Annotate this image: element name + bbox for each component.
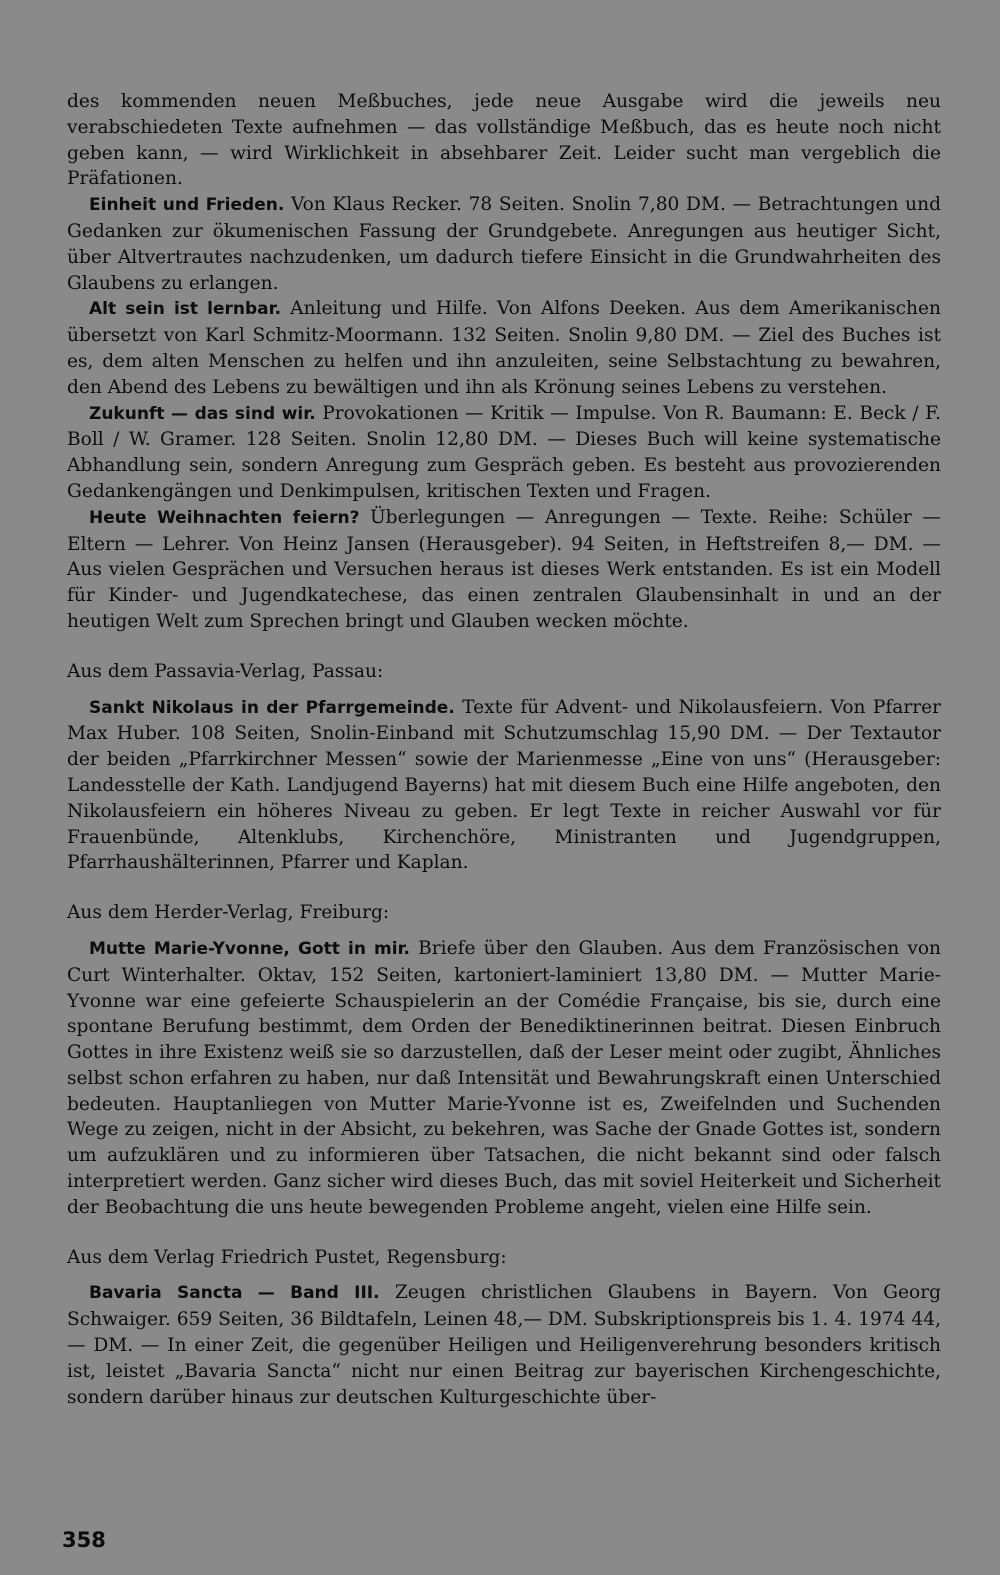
entry-text: Von Klaus Recker. 78 Seiten. Snolin 7,80 DM. — Betrachtungen und Gedanken zur ökumenischen Fassung der Grundgebete. Anregungen aus heutiger Sicht, über Altvertrautes nachzudenken, um dadurch tiefere Einsicht in die Grundwahrheiten des Glaubens zu erlangen. <box>67 194 941 294</box>
publisher-heading: Aus dem Verlag Friedrich Pustet, Regensburg: <box>67 1246 507 1268</box>
publisher-heading: Aus dem Herder-Verlag, Freiburg: <box>67 902 390 924</box>
entry-zukunft <box>67 401 941 505</box>
intro-paragraph: des kommenden neuen Meßbuches, jede neue Ausgabe wird die jeweils neu verabschiedeten Texte aufnehmen — das vollständige Meßbuch, das es heute noch nicht geben kann, — wird Wirklichkeit in absehbarer Zeit. Leider sucht man vergeblich die Präfationen. <box>67 91 941 190</box>
entry-text: Überlegungen — Anregungen — Texte. Reihe: Schüler — Eltern — Lehrer. Von Heinz Jansen (Herausgeber). 94 Seiten, in Heftstreifen 8,— DM. — Aus vielen Gesprächen und Versuchen heraus ist dieses Werk entstanden. Es ist ein Modell für Kinder- und Jugendkatechese, das einen zentralen Glaubensinhalt in und an der heutigen Welt zum Sprechen bringt und Glauben wecken möchte. <box>67 506 941 632</box>
entry-title: Sankt Nikolaus in der Pfarrgemeinde. <box>89 697 455 718</box>
entry-text: Provokationen — Kritik — Impulse. Von R. Baumann: E. Beck / F. Boll / W. Gramer. 128 Seiten. Snolin 12,80 DM. — Dieses Buch will keine systematische Abhandlung sein, sondern Anregung zum Gespräch geben. Es besteht aus provozierenden Gedankengängen und Denkimpulsen, kritischen Texten und Fragen. <box>67 402 941 502</box>
entry-title: Einheit und Frieden. <box>89 195 285 216</box>
entry-marie-yvonne <box>67 936 941 1221</box>
publisher-heading: Aus dem Passavia-Verlag, Passau: <box>67 660 384 682</box>
entry-sankt-nikolaus <box>67 695 941 877</box>
entry-alt-sein <box>67 296 941 400</box>
entry-title: Heute Weihnachten feiern? <box>89 507 360 528</box>
entry-weihnachten <box>67 505 941 635</box>
entry-title: Mutte Marie-Yvonne, Gott in mir. <box>89 938 411 959</box>
entry-title: Bavaria Sancta — Band III. <box>89 1283 380 1304</box>
entry-text: Briefe über den Glauben. Aus dem Französischen von Curt Winterhalter. Oktav, 152 Seiten, kartoniert-laminiert 13,80 DM. — Mutter Marie-Yvonne war eine gefeierte Schauspielerin an der Comédie Française, bis sie, durch eine spontane Berufung bestimmt, dem Orden der Benediktinerinnen beitrat. Diesen Einbruch Gottes in ihre Existenz weiß sie so darzustellen, daß der Leser meint oder zugibt, Ähnliches selbst schon erfahren zu haben, nur daß Intensität und Bewahrungskraft einen Unterschied bedeuten. Hauptanliegen von Mutter Marie-Yvonne ist es, Zweifelnden und Suchenden Wege zu zeigen, nicht in der Absicht, zu bekehren, was Sache der Gnade Gottes ist, sondern um aufzuklären und zu informieren über Tatsachen, die nicht bekannt sind oder falsch interpretiert werden. Ganz sicher wird dieses Buch, das mit soviel Heiterkeit und Sicherheit der Beobachtung die uns heute bewegenden Probleme angeht, vielen eine Hilfe sein. <box>67 937 942 1218</box>
entry-title: Alt sein ist lernbar. <box>89 299 282 320</box>
page-number: 358 <box>62 1528 106 1552</box>
entry-title: Zukunft — das sind wir. <box>89 403 316 424</box>
entry-einheit <box>67 192 941 296</box>
entry-text: Texte für Advent- und Nikolausfeiern. Von Pfarrer Max Huber. 108 Seiten, Snolin-Einband mit Schutzumschlag 15,90 DM. — Der Textautor der beiden „Pfarrkirchner Messen“ sowie der Marienmesse „Eine von uns“ (Herausgeber: Landesstelle der Kath. Landjugend Bayerns) hat mit diesem Buch eine Hilfe angeboten, den Nikolausfeiern ein höheres Niveau zu geben. Er legt Texte in reicher Auswahl vor für Frauenbünde, Altenklubs, Kirchenchöre, Ministranten und Jugendgruppen, Pfarrhaushälterinnen, Pfarrer und Kaplan. <box>67 696 941 874</box>
entry-bavaria-sancta <box>67 1280 941 1410</box>
entry-text: Zeugen christlichen Glaubens in Bayern. Von Georg Schwaiger. 659 Seiten, 36 Bildtafeln, Leinen 48,— DM. Subskriptionspreis bis 1. 4. 1974 44,— DM. — In einer Zeit, die gegenüber Heiligen und Heiligenverehrung besonders kritisch ist, leistet „Bavaria Sancta“ nicht nur einen Beitrag zur bayerischen Kirchengeschichte, sondern darüber hinaus zur deutschen Kulturgeschichte über- <box>67 1282 942 1408</box>
review-column <box>67 89 941 1410</box>
entry-text: Anleitung und Hilfe. Von Alfons Deeken. Aus dem Amerikanischen übersetzt von Karl Schmitz-Moormann. 132 Seiten. Snolin 9,80 DM. — Ziel des Buches ist es, dem alten Menschen zu helfen und ihn anzuleiten, seine Selbstachtung zu bewahren, den Abend des Lebens zu bewältigen und ihn als Krönung seines Lebens zu verstehen. <box>67 298 941 398</box>
